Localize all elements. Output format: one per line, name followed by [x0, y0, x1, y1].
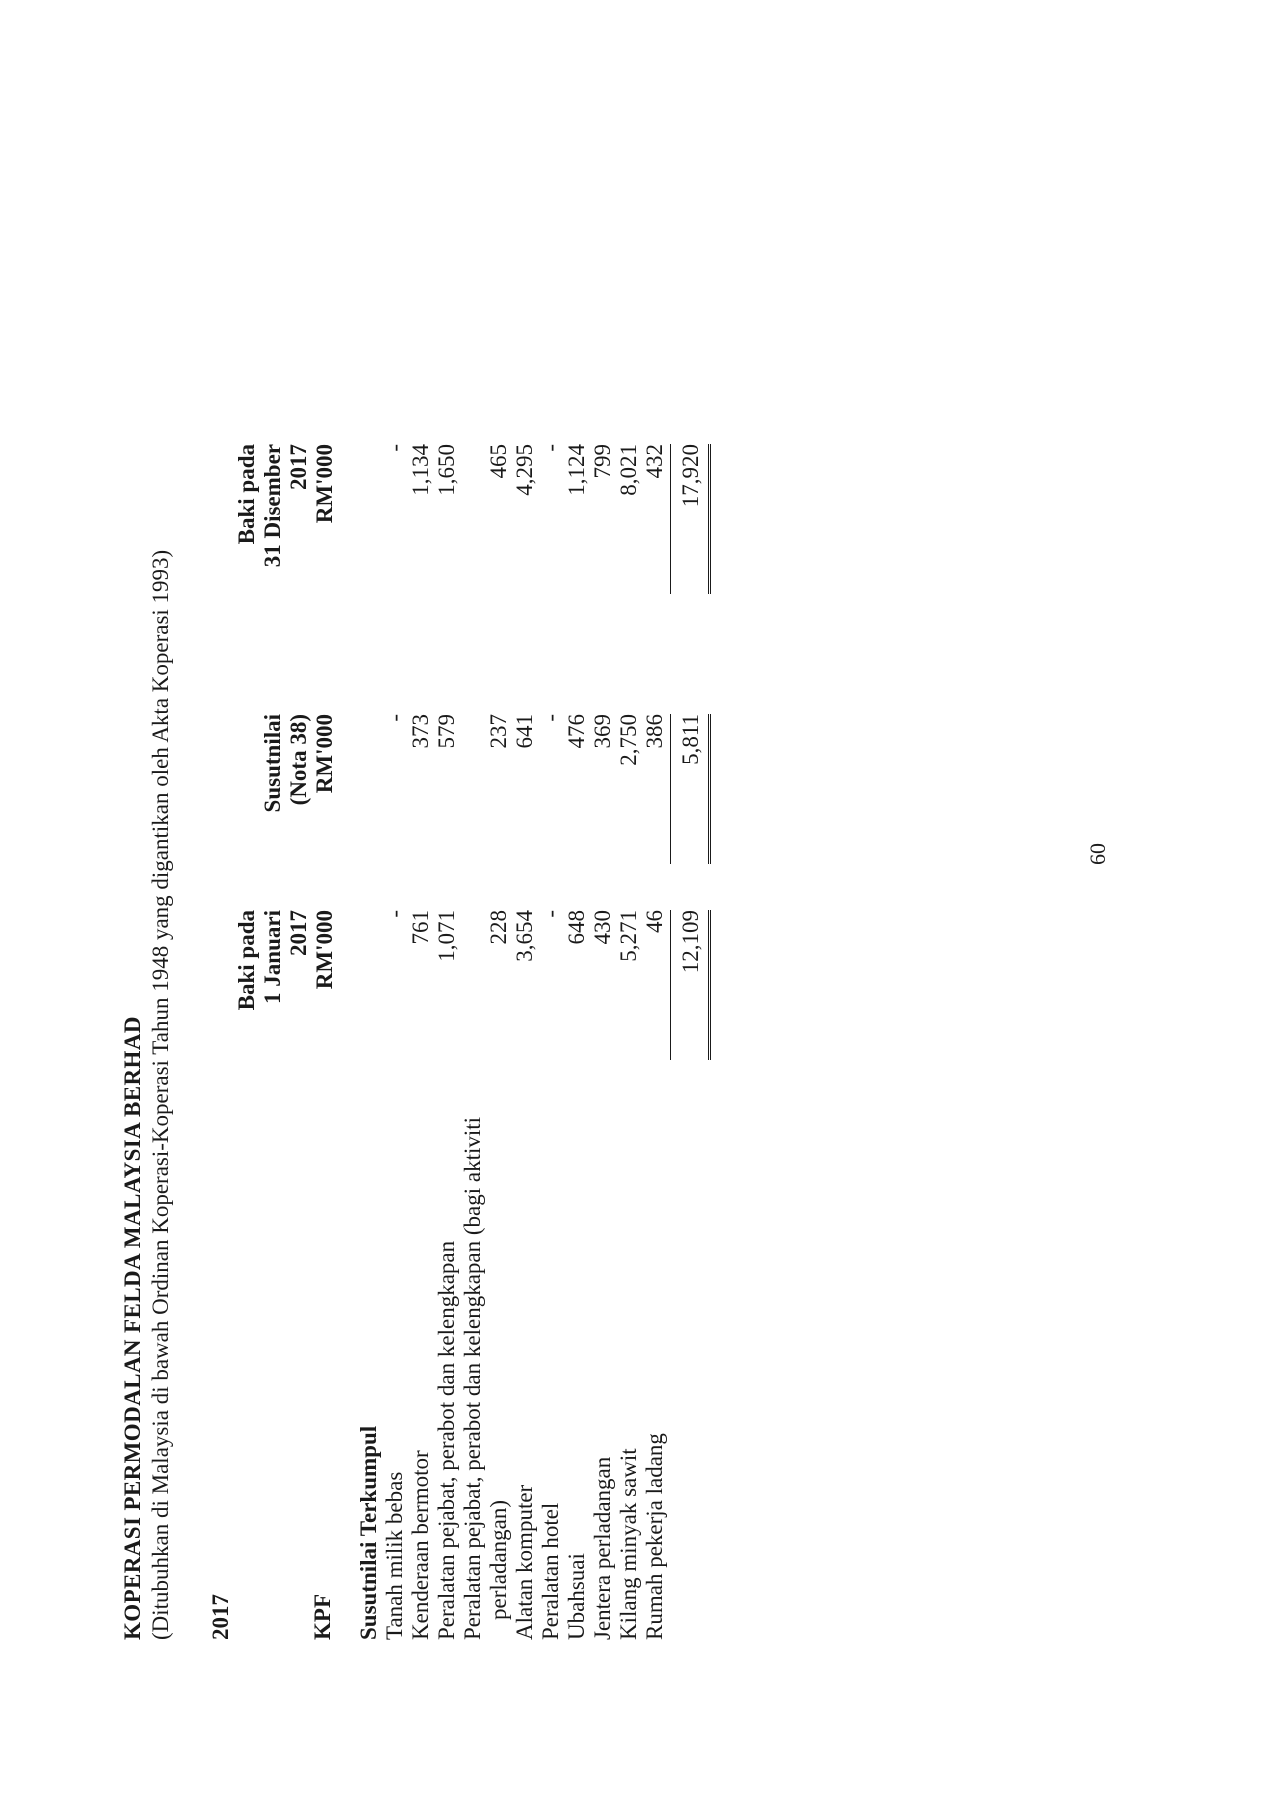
entity-label: KPF: [310, 1594, 335, 1640]
statement-page: [110, 80, 810, 1700]
total-closing-balance: 17,920: [678, 444, 703, 508]
row-label: Alatan komputer: [512, 1484, 537, 1640]
row-label: Rumah pekerja ladang: [642, 1433, 667, 1640]
row-value: 237: [486, 714, 511, 749]
row-value: -: [382, 714, 407, 722]
row-label: Peralatan pejabat, perabot dan kelengkapan (bagi aktiviti: [460, 1116, 485, 1640]
row-value: 641: [512, 714, 537, 749]
row-value: 432: [642, 444, 667, 479]
subtotal-rule-col3: [670, 444, 671, 594]
row-value: -: [538, 444, 563, 452]
column-header-closing-balance: Baki pada 31 Disember 2017 RM'000: [234, 444, 337, 568]
row-value: 373: [408, 714, 433, 749]
row-value: 1,650: [434, 444, 459, 496]
row-label: Peralatan pejabat, perabot dan kelengkapan: [434, 1240, 459, 1640]
subtotal-rule-col1: [670, 910, 671, 1060]
row-label: Kilang minyak sawit: [616, 1448, 641, 1640]
row-value: -: [538, 910, 563, 918]
table-row: [486, 240, 512, 1640]
row-label: Peralatan hotel: [538, 1502, 563, 1640]
row-value: 761: [408, 910, 433, 945]
row-value: 5,271: [616, 910, 641, 962]
row-value: 476: [564, 714, 589, 749]
subtotal-rule-col2: [670, 714, 671, 864]
page-number: 60: [1085, 843, 1110, 865]
row-value: 386: [642, 714, 667, 749]
column-header-depreciation: Susutnilai (Nota 38) RM'000: [260, 714, 337, 813]
row-value: 430: [590, 910, 615, 945]
row-value: 1,134: [408, 444, 433, 496]
row-value: 799: [590, 444, 615, 479]
row-value: -: [538, 714, 563, 722]
row-value: 465: [486, 444, 511, 479]
table-row: [434, 240, 460, 1640]
row-value: 2,750: [616, 714, 641, 766]
company-title: KOPERASI PERMODALAN FELDA MALAYSIA BERHAD: [120, 1016, 145, 1640]
table-row: [564, 240, 590, 1640]
row-value: 4,295: [512, 444, 537, 496]
total-double-rule-col1: [708, 910, 711, 1060]
row-value: 648: [564, 910, 589, 945]
row-value: -: [382, 910, 407, 918]
total-double-rule-col2: [708, 714, 711, 864]
table-row: [642, 240, 668, 1640]
total-depreciation: 5,811: [678, 714, 703, 765]
table-row: [382, 240, 408, 1640]
row-value: 228: [486, 910, 511, 945]
table-row: [616, 240, 642, 1640]
row-label: Tanah milik bebas: [382, 1471, 407, 1640]
company-subtitle: (Ditubuhkan di Malaysia di bawah Ordinan Koperasi-Koperasi Tahun 1948 yang digantikan oleh Akta Koperasi 1993): [148, 549, 173, 1640]
row-value: 579: [434, 714, 459, 749]
row-value: 3,654: [512, 910, 537, 962]
row-value: -: [382, 444, 407, 452]
column-header-opening-balance: Baki pada 1 Januari 2017 RM'000: [234, 910, 337, 1011]
table-row: [538, 240, 564, 1640]
row-label: Ubahsuai: [564, 1553, 589, 1640]
table-row: [460, 240, 486, 1640]
row-label: perladangan): [486, 1499, 511, 1620]
total-double-rule-col3: [708, 444, 711, 594]
table-row: [408, 240, 434, 1640]
table-row: [512, 240, 538, 1640]
year-label: 2017: [208, 1594, 233, 1640]
table-row: [590, 240, 616, 1640]
row-label: Jentera perladangan: [590, 1456, 615, 1640]
row-value: 1,124: [564, 444, 589, 496]
row-value: 8,021: [616, 444, 641, 496]
row-label: Kenderaan bermotor: [408, 1450, 433, 1640]
total-opening-balance: 12,109: [678, 910, 703, 974]
row-value: 46: [642, 910, 667, 933]
row-value: 369: [590, 714, 615, 749]
row-value: 1,071: [434, 910, 459, 962]
section-title: Susutnilai Terkumpul: [356, 1425, 381, 1640]
